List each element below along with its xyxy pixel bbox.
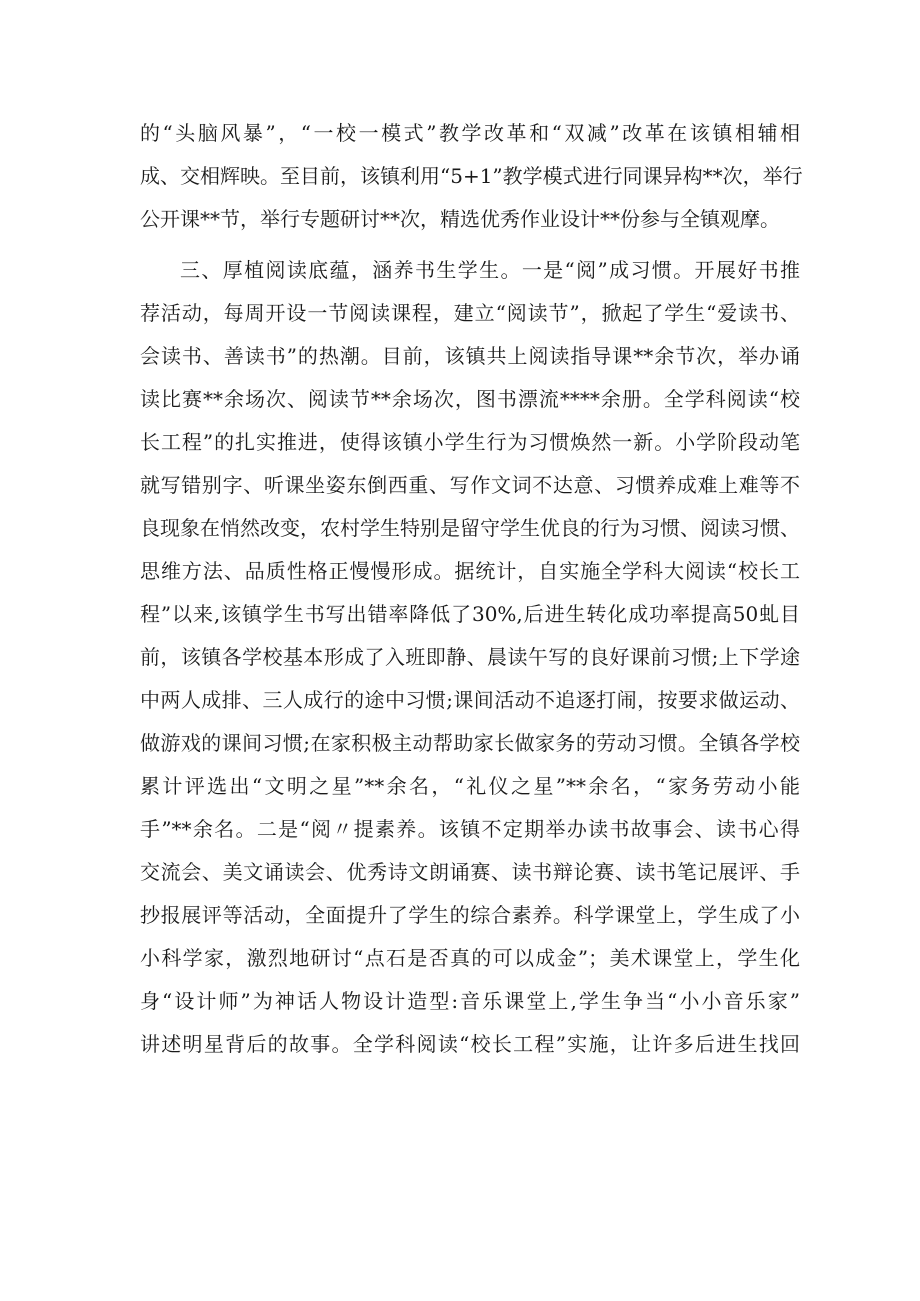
- paragraph-line: 的“头脑风暴”，“一校一模式”教学改革和“双减”改革在该镇相辅相: [140, 121, 800, 145]
- paragraph-line: 前，该镇各学校基本形成了入班即静、晨读午写的良好课前习惯;上下学途: [140, 645, 800, 669]
- paragraph-line: 手”**余名。二是“阅〃提素养。该镇不定期举办读书故事会、读书心得: [140, 817, 800, 841]
- paragraph-line: 小科学家，激烈地研讨“点石是否真的可以成金”；美术课堂上，学生化: [140, 946, 800, 970]
- paragraph-line: 读比赛**余场次、阅读节**余场次，图书漂流****余册。全学科阅读“校: [140, 387, 800, 411]
- paragraph-line: 三、厚植阅读底蕴，涵养书生学生。一是“阅”成习惯。开展好书推: [180, 258, 800, 282]
- paragraph-line: 身“设计师”为神话人物设计造型:音乐课堂上,学生争当“小小音乐家”: [140, 989, 800, 1013]
- paragraph-2: [140, 249, 800, 1066]
- paragraph-line: 做游戏的课间习惯;在家积极主动帮助家长做家务的劳动习惯。全镇各学校: [140, 731, 800, 755]
- paragraph-line: 荐活动，每周开设一节阅读课程，建立“阅读节”，掀起了学生“爱读书、: [140, 301, 800, 325]
- paragraph-line: 程”以来,该镇学生书写出错率降低了30%,后进生转化成功率提高50虬目: [140, 602, 800, 626]
- paragraph-line: 中两人成排、三人成行的途中习惯;课间活动不追逐打闹，按要求做运动、: [140, 688, 800, 712]
- paragraph-line: 就写错别字、听课坐姿东倒西重、写作文词不达意、习惯养成难上难等不: [140, 473, 800, 497]
- paragraph-1: [140, 112, 803, 241]
- paragraph-line: 累计评选出“文明之星”**余名，“礼仪之星”**余名，“家务劳动小能: [140, 774, 800, 798]
- paragraph-line: 抄报展评等活动，全面提升了学生的综合素养。科学课堂上，学生成了小: [140, 903, 800, 927]
- paragraph-line: 成、交相辉映。至目前，该镇利用“5+1”教学模式进行同课异构**次，举行: [140, 164, 803, 188]
- paragraph-line: 讲述明星背后的故事。全学科阅读“校长工程”实施，让许多后进生找回: [140, 1032, 800, 1056]
- paragraph-line: 长工程”的扎实推进，使得该镇小学生行为习惯焕然一新。小学阶段动笔: [140, 430, 800, 454]
- paragraph-line: 良现象在悄然改变，农村学生特别是留守学生优良的行为习惯、阅读习惯、: [140, 516, 800, 540]
- paragraph-line: 公开课**节，举行专题研讨**次，精选优秀作业设计**份参与全镇观摩。: [140, 207, 780, 231]
- paragraph-line: 交流会、美文诵读会、优秀诗文朗诵赛、读书辩论赛、读书笔记展评、手: [140, 860, 800, 884]
- paragraph-line: 思维方法、品质性格正慢慢形成。据统计，自实施全学科大阅读“校长工: [140, 559, 800, 583]
- paragraph-gap: [140, 241, 800, 249]
- body-text: [140, 112, 803, 1066]
- paragraph-line: 会读书、善读书”的热潮。目前，该镇共上阅读指导课**余节次，举办诵: [140, 344, 800, 368]
